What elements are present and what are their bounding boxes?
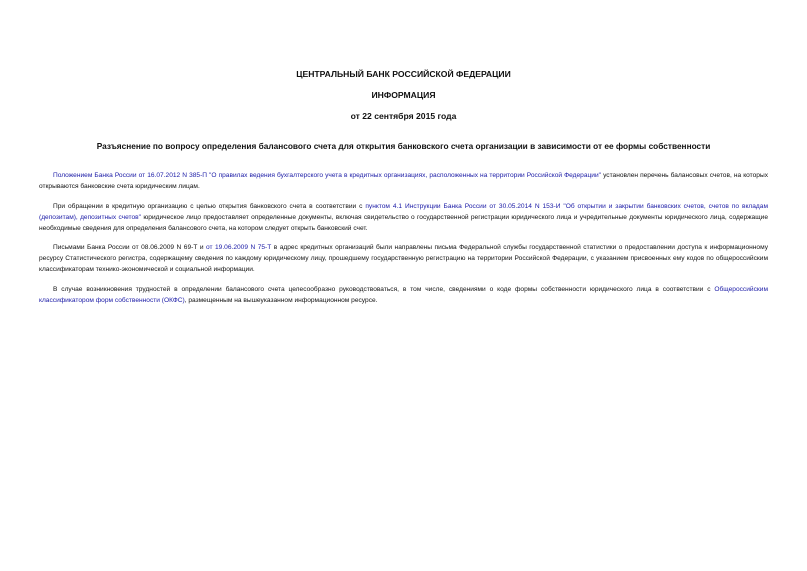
paragraph-3 [39,243,768,275]
paragraph-2-text-end: юридическое лицо предоставляет определенные документы, включая свидетельство о государственной регистрации юридического лица и учредительные документы юридического лица, содержащие необходимые сведения для определения балансового счета, на котором следует открыть банковский счет. [39,213,768,232]
paragraph-4-text-end: , размещенным на вышеуказанном информационном ресурсе. [184,296,378,304]
okfs-classifier-link[interactable]: Общероссийским классификатором форм собственности (ОКФС) [39,286,768,304]
document-title: Разъяснение по вопросу определения балансового счета для открытия банковского счета организации в зависимости от ее формы собственности [96,141,711,151]
instruction-153i-link[interactable]: пунктом 4.1 Инструкции Банка России от 30.05.2014 N 153-И "Об открытии и закрытии банковских счетов, счетов по вкладам (депозитам), депозитных счетов" [39,203,768,221]
issuer-heading: ЦЕНТРАЛЬНЫЙ БАНК РОССИЙСКОЙ ФЕДЕРАЦИИ [296,69,511,79]
paragraph-3-text-start: Письмами Банка России от 08.06.2009 N 69-Т и [53,244,204,251]
paragraph-1-text: установлен перечень балансовых счетов, на которых открываются банковские счета юридическим лицам. [39,172,768,190]
letter-75t-link[interactable]: от 19.06.2009 N 75-Т [206,244,272,251]
regulation-385p-link[interactable]: Положением Банка России от 16.07.2012 N 385-П "О правилах ведения бухгалтерского учета в кредитных организациях, расположенных на территории Российской Федерации" [53,172,602,179]
paragraph-2-text-start: При обращении в кредитную организацию с целью открытия банковского счета в соответствии с [53,203,366,210]
paragraph-2 [39,202,768,234]
document-type-heading: ИНФОРМАЦИЯ [371,90,436,100]
paragraph-1 [39,171,768,193]
document-date-heading: от 22 сентября 2015 года [350,111,457,121]
paragraph-4-text-start: В случае возникновения трудностей в определении балансового счета целесообразно руководствоваться, в том числе, сведениями о коде формы собственности юридического лица в соответствии с [53,286,715,293]
paragraph-4 [39,285,768,307]
paragraph-3-text-end: в адрес кредитных организаций были направлены письма Федеральной службы государственной статистики о предоставлении доступа к информационному ресурсу Статистического регистра, содержащему сведения по каждому юридическому лицу, прошедшему государственную регистрацию на территории Российской Федерации, с указанием присвоенных ему кодов по общероссийским классификаторам технико-экономической и социальной информации. [39,244,769,273]
